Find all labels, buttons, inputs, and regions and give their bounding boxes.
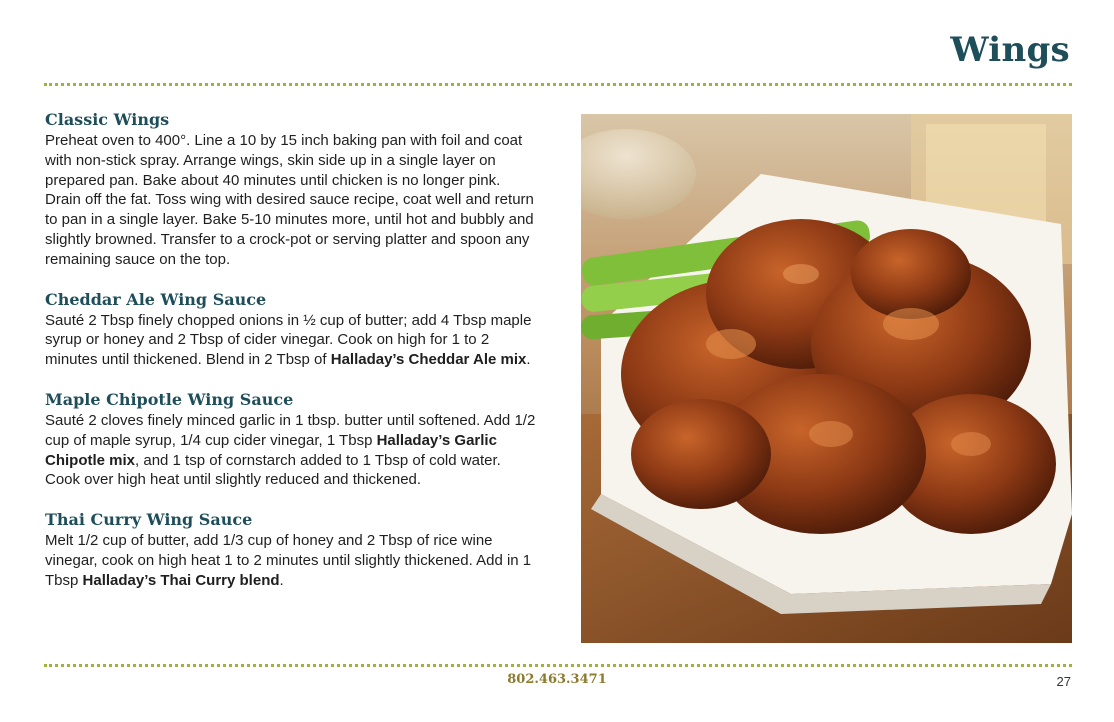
recipe-title: Cheddar Ale Wing Sauce: [45, 289, 267, 309]
top-dotted-divider: [44, 83, 1072, 86]
recipe-body-text: Sauté 2 cloves finely minced garlic in 1 tbsp. butter until softened. Add 1/2 cup of maple syrup, 1/4 cup cider vinegar, 1 Tbsp: [45, 411, 536, 449]
recipe-title: Thai Curry Wing Sauce: [45, 510, 253, 530]
recipe-classic-wings: [45, 110, 537, 270]
recipe-thai-curry-wing-sauce: [45, 510, 537, 590]
product-name: Halladay’s Cheddar Ale mix: [330, 351, 527, 369]
recipe-column: [45, 110, 537, 611]
product-name: Halladay’s Garlic Chipotle mix: [45, 431, 497, 469]
wings-illustration: [581, 114, 1072, 643]
page-number: 27: [1056, 674, 1071, 689]
recipe-body: [45, 311, 537, 370]
recipe-body: Preheat oven to 400°. Line a 10 by 15 inch baking pan with foil and coat with non-stick spray. Arrange wings, skin side up in a single layer on prepared pan. Bake about 40 minutes until chicken is no longer pink. Drain off the fat. Toss wing with desired sauce recipe, coat well and return to pan in a single layer. Bake 5-10 minutes more, until hot and bubbly and slightly browned. Transfer to a crock-pot or serving platter and spoon any remaining sauce on the top.: [45, 132, 534, 268]
recipe-body-text: , and 1 tsp of cornstarch added to 1 Tbsp of cold water. Cook over high heat until slightly reduced and thickened.: [45, 451, 501, 489]
recipe-body-text: .: [526, 351, 531, 369]
phone-number: 802.463.3471: [507, 672, 607, 687]
recipe-cheddar-ale-wing-sauce: [45, 290, 537, 370]
recipe-maple-chipotle-wing-sauce: [45, 390, 537, 490]
recipe-body: [45, 411, 537, 490]
recipe-body-text: Sauté 2 Tbsp finely chopped onions in ½ cup of butter; add 4 Tbsp maple syrup or honey and 2 Tbsp of cider vinegar. Cook on high for 1 to 2 minutes until thickened. Blend in 2 Tbsp of: [45, 311, 532, 369]
recipe-body-text: .: [279, 571, 284, 589]
page-title: Wings: [950, 30, 1070, 70]
product-name: Halladay’s Thai Curry blend: [82, 571, 280, 589]
recipe-title: Maple Chipotle Wing Sauce: [45, 389, 294, 409]
recipe-body: [45, 531, 537, 590]
bottom-dotted-divider: [44, 664, 1072, 667]
chicken-wings-photo: [581, 114, 1072, 643]
recipe-title: Classic Wings: [45, 110, 170, 129]
recipe-body-text: Melt 1/2 cup of butter, add 1/3 cup of honey and 2 Tbsp of rice wine vinegar, cook on high heat 1 to 2 minutes until slightly thickened. Add in 1 Tbsp: [45, 532, 532, 589]
